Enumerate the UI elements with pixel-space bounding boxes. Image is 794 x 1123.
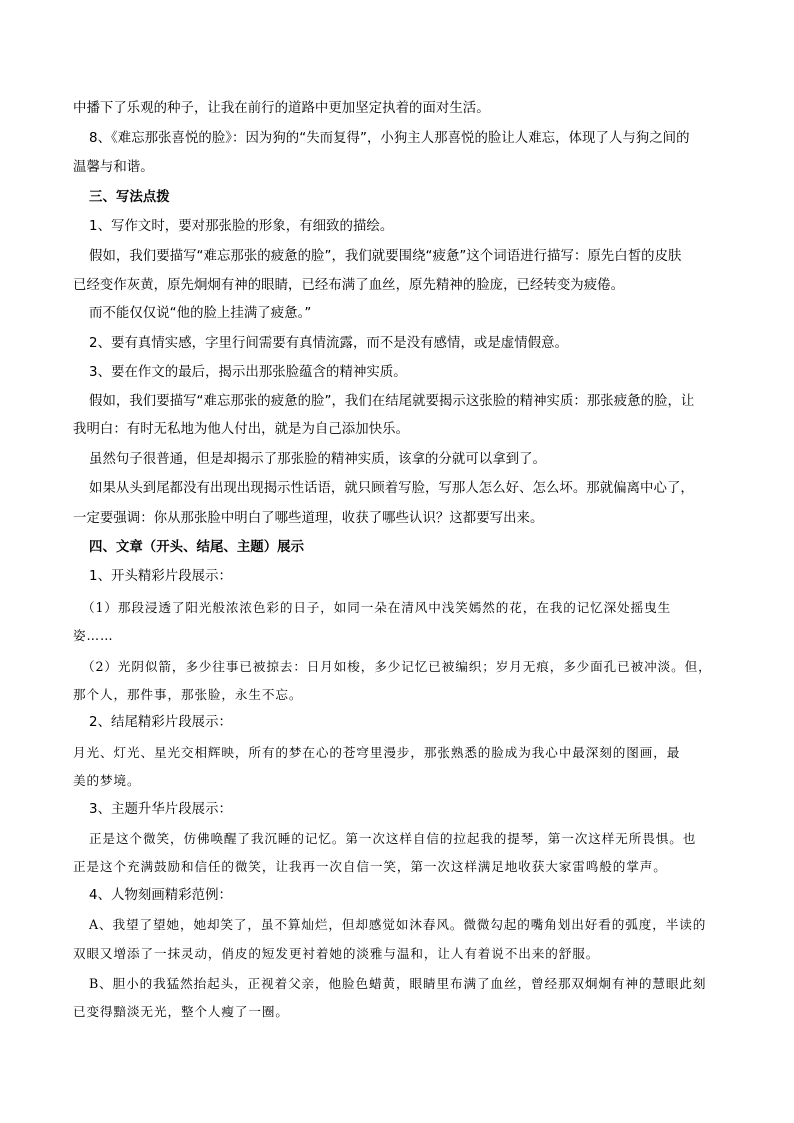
excerpt-line: （2）光阴似箭，多少往事已被掠去：日月如梭，多少记忆已被编织；岁月无痕，多少面孔已被冲淡。但， [82, 659, 712, 674]
paragraph-line: 2、要有真情实感，字里行间需要有真情流露，而不是没有感情，或是虚情假意。 [89, 336, 568, 351]
subheading: 4、人物刻画精彩范例： [89, 888, 232, 903]
excerpt-line: 美的梦境。 [73, 773, 141, 788]
section-heading: 四、文章（开头、结尾、主题）展示 [89, 540, 305, 555]
excerpt-line: （1）那段浸透了阳光般浓浓色彩的日子，如同一朵在清风中浅笑嫣然的花，在我的记忆深处摇曳生 [82, 600, 672, 615]
excerpt-line: 姿…… [73, 628, 114, 643]
excerpt-line: B、胆小的我猛然抬起头，正视着父亲，他脸色蜡黄，眼睛里布满了血丝，曾经那双炯炯有神的慧眼此刻 [89, 976, 707, 991]
paragraph-line: 一定要强调：你从那张脸中明白了哪些道理，收获了哪些认识？这都要写出来。 [73, 511, 544, 526]
excerpt-line: 那个人，那件事，那张脸，永生不忘。 [73, 687, 303, 702]
paragraph-line: 如果从头到尾都没有出现出现揭示性话语，就只顾着写脸，写那人怎么好、怎么坏。那就偏离中心了， [89, 481, 694, 496]
excerpt-line: A、我望了望她，她却笑了，虽不算灿烂，但却感觉如沐春风。微微勾起的嘴角划出好看的弧度，半读的 [89, 917, 707, 932]
excerpt-line: 正是这个微笑，仿佛唤醒了我沉睡的记忆。第一次这样自信的拉起我的提琴，第一次这样无所畏惧。也 [89, 831, 697, 846]
paragraph-line: 虽然句子很普通，但是却揭示了那张脸的精神实质，该拿的分就可以拿到了。 [89, 452, 546, 467]
excerpt-line: 月光、灯光、星光交相辉映，所有的梦在心的苍穹里漫步，那张熟悉的脸成为我心中最深刻的图画，最 [73, 745, 681, 760]
paragraph-line: 8、《难忘那张喜悦的脸》：因为狗的“失而复得”，小狗主人那喜悦的脸让人难忘，体现了人与狗之间的 [89, 131, 690, 146]
paragraph-line: 3、要在作文的最后，揭示出那张脸蕴含的精神实质。 [89, 365, 407, 380]
paragraph-line: 假如，我们要描写“难忘那张的疲惫的脸”，我们就要围绕“疲惫”这个词语进行描写：原先白皙的皮肤 [89, 249, 682, 264]
subheading: 1、开头精彩片段展示： [89, 569, 232, 584]
subheading: 2、结尾精彩片段展示： [89, 715, 232, 730]
section-heading: 三、写法点拨 [89, 190, 170, 205]
excerpt-line: 正是这个充满鼓励和信任的微笑，让我再一次自信一笑，第一次这样满足地收获大家雷鸣般的掌声。 [73, 859, 667, 874]
paragraph-line: 中播下了乐观的种子，让我在前行的道路中更加坚定执着的面对生活。 [73, 101, 490, 116]
paragraph-line: 假如，我们要描写“难忘那张的疲惫的脸”，我们在结尾就要揭示这张脸的精神实质：那张疲惫的脸，让 [89, 394, 695, 409]
paragraph-line: 温馨与和谐。 [73, 160, 154, 175]
paragraph-line: 已经变作灰黄，原先炯炯有神的眼睛，已经布满了血丝，原先精神的脸庞，已经转变为疲倦。 [73, 278, 625, 293]
excerpt-line: 已变得黯淡无光，整个人瘦了一圈。 [73, 1004, 289, 1019]
paragraph-line: 而不能仅仅说“他的脸上挂满了疲惫。” [89, 306, 312, 321]
excerpt-line: 双眼又增添了一抹灵动，俏皮的短发更衬着她的淡雅与温和，让人有着说不出来的舒服。 [73, 946, 600, 961]
paragraph-line: 1、写作文时，要对那张脸的形象，有细致的描绘。 [89, 219, 394, 234]
subheading: 3、主题升华片段展示： [89, 802, 232, 817]
paragraph-line: 我明白：有时无私地为他人付出，就是为自己添加快乐。 [73, 422, 410, 437]
